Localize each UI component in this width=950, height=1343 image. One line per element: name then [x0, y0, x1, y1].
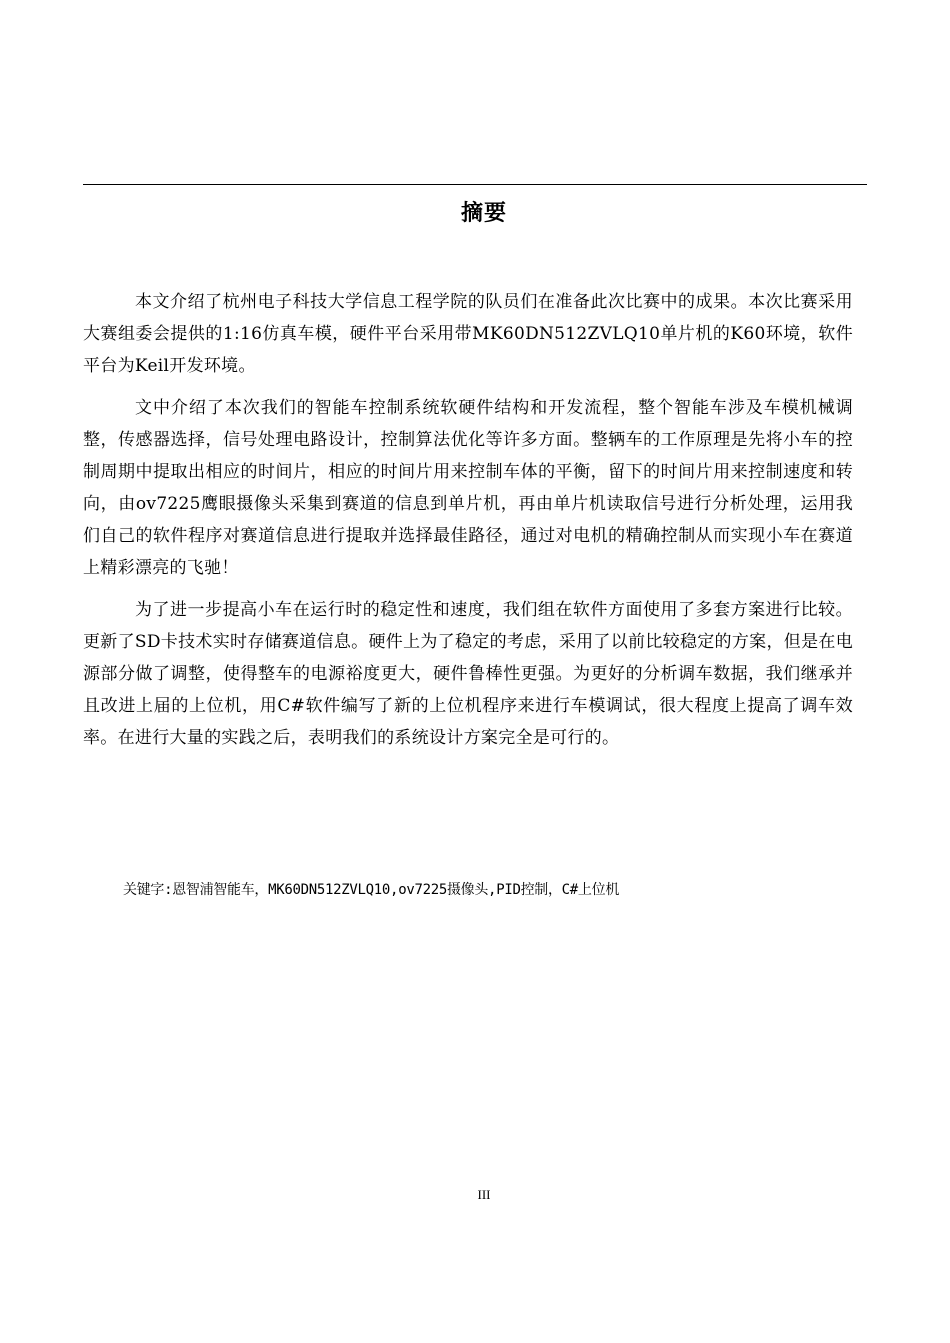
page-number: III — [477, 1187, 491, 1202]
page-title: 摘要 — [460, 200, 507, 226]
abstract-body — [83, 286, 853, 764]
abstract-paragraph-2: 文中介绍了本次我们的智能车控制系统软硬件结构和开发流程，整个智能车涉及车模机械调整，传感器选择，信号处理电路设计，控制算法优化等许多方面。整辆车的工作原理是先将小车的控制周期中提取出相应的时间片，相应的时间片用来控制车体的平衡，留下的时间片用来控制速度和转向，由ov7225鹰眼摄像头采集到赛道的信息到单片机，再由单片机读取信号进行分析处理，运用我们自己的软件程序对赛道信息进行提取并选择最佳路径，通过对电机的精确控制从而实现小车在赛道上精彩漂亮的飞驰！ — [83, 398, 853, 578]
keywords-line: 关键字:恩智浦智能车，MK60DN512ZVLQ10,ov7225摄像头,PID控制，C#上位机 — [123, 882, 620, 898]
abstract-paragraph-1: 本文介绍了杭州电子科技大学信息工程学院的队员们在准备此次比赛中的成果。本次比赛采用大赛组委会提供的1:16仿真车模，硬件平台采用带MK60DN512ZVLQ10单片机的K60环境，软件平台为Keil开发环境。 — [83, 292, 853, 376]
header-rule — [83, 184, 867, 185]
abstract-paragraph-3: 为了进一步提高小车在运行时的稳定性和速度，我们组在软件方面使用了多套方案进行比较。更新了SD卡技术实时存储赛道信息。硬件上为了稳定的考虑，采用了以前比较稳定的方案，但是在电源部分做了调整，使得整车的电源裕度更大，硬件鲁棒性更强。为更好的分析调车数据，我们继承并且改进上届的上位机，用C#软件编写了新的上位机程序来进行车模调试，很大程度上提高了调车效率。在进行大量的实践之后，表明我们的系统设计方案完全是可行的。 — [83, 600, 853, 748]
